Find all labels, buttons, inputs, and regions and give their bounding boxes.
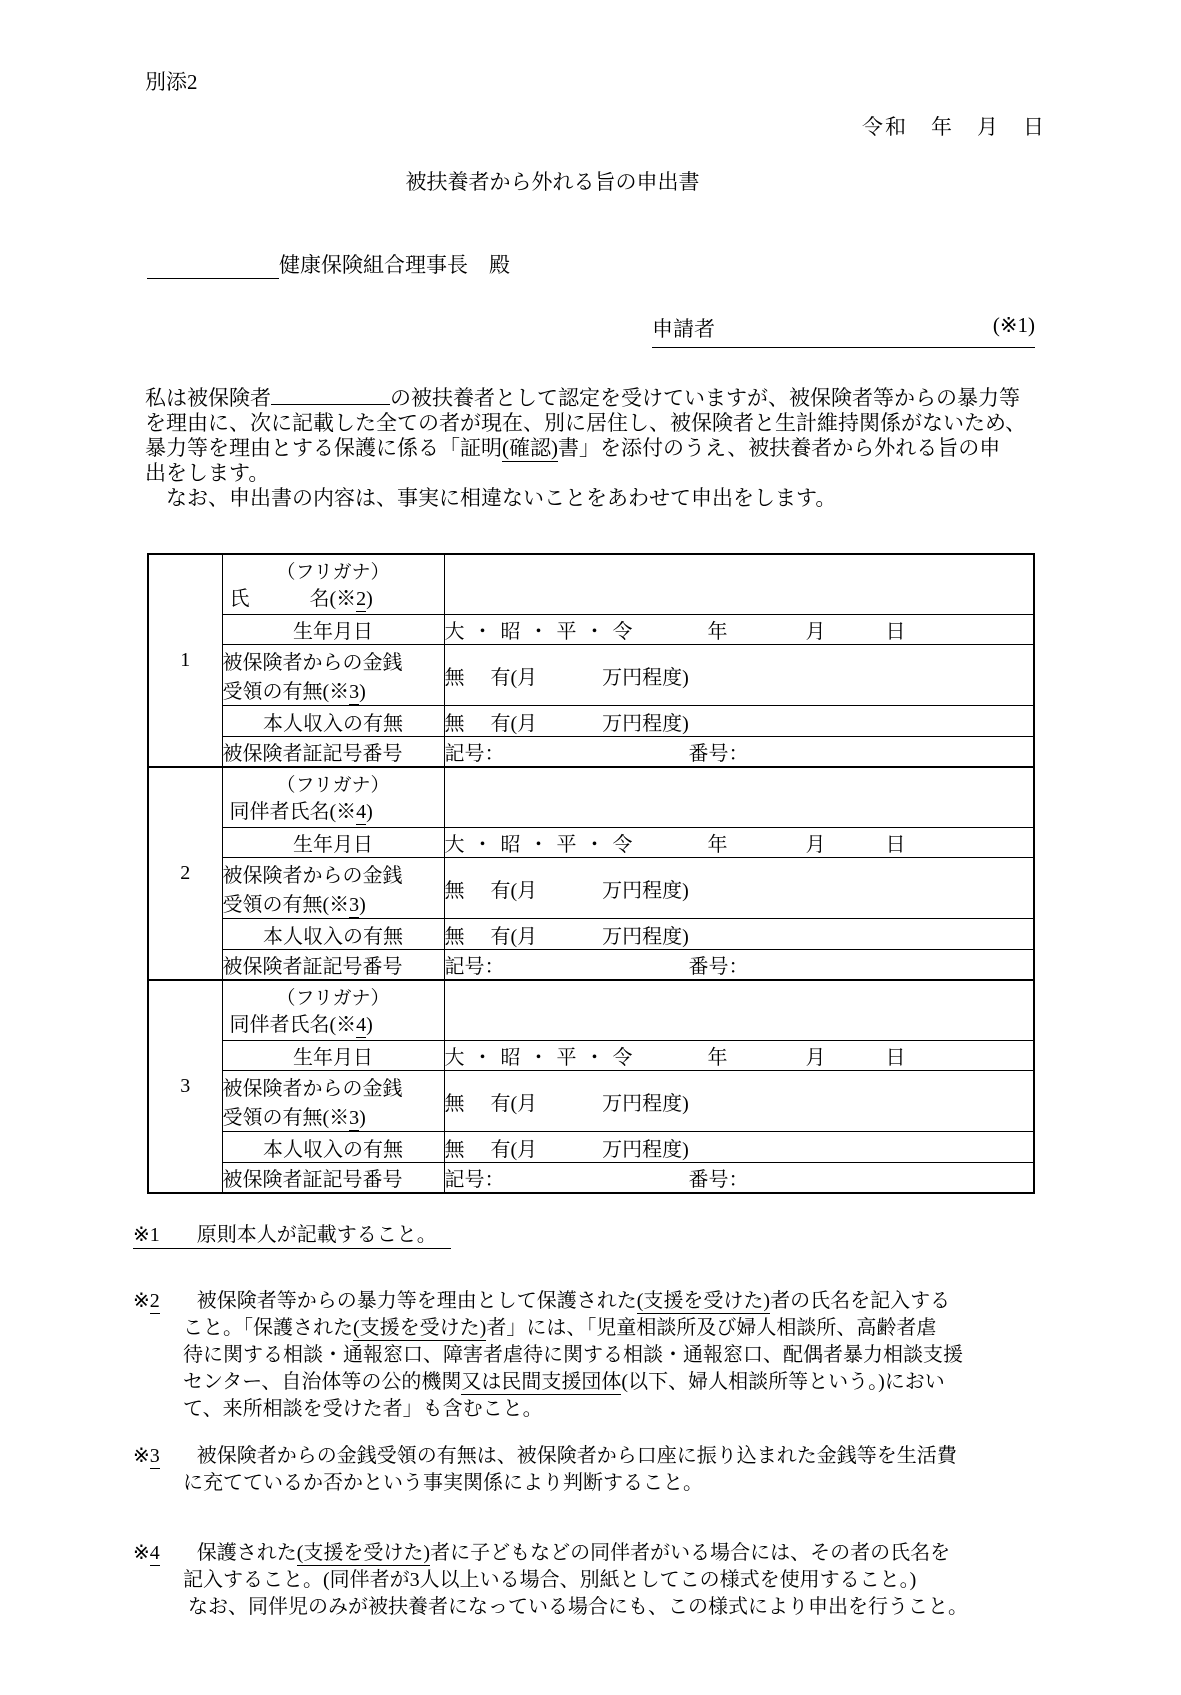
income-label: 本人収入の有無 — [222, 1132, 444, 1163]
money-receipt-label — [222, 1071, 444, 1132]
intro-underlined-text: (確認) — [502, 436, 558, 460]
intro-line: 出をします。 — [145, 461, 270, 485]
footnote-underlined-text: 又は民間支援団体 — [461, 1371, 622, 1393]
money-ref-number: 3 — [349, 894, 360, 916]
footnote-text: 原則本人が記載すること。 — [196, 1224, 437, 1246]
name-ref-number: 4 — [356, 801, 367, 823]
name-input-cell[interactable] — [444, 980, 1034, 1041]
income-label: 本人収入の有無 — [222, 706, 444, 737]
option-has-close: 万円程度) — [602, 712, 689, 735]
intro-line — [145, 436, 1026, 461]
person-number: 2 — [148, 767, 222, 980]
footnote-line: て、来所相談を受けた者」も含むこと。 — [183, 1398, 543, 1420]
footnote-text: 保護された — [196, 1542, 297, 1564]
money-label-line1: 被保険者からの金銭 — [222, 865, 403, 887]
name-label-cell — [222, 767, 444, 828]
applicant-line[interactable] — [652, 313, 1035, 348]
footnote-underlined-text: (支援を受けた) — [353, 1317, 487, 1339]
option-none[interactable]: 無 — [444, 1138, 465, 1161]
era-options[interactable]: 大・昭・平・令 — [444, 834, 641, 856]
footnote-line: 待に関する相談・通報窓口、障害者虐待に関する相談・通報窓口、配偶者暴力相談支援 — [183, 1344, 963, 1366]
union-name-blank-field[interactable] — [147, 256, 279, 279]
name-label-text: ) — [366, 588, 373, 610]
footnote-text: センター、自治体等の公的機関 — [183, 1371, 462, 1393]
money-label-line1: 被保険者からの金銭 — [222, 652, 403, 674]
footnotes — [133, 1222, 968, 1621]
attachment-label: 別添2 — [145, 70, 198, 94]
person-number: 3 — [148, 980, 222, 1193]
cert-number-input-cell[interactable] — [444, 737, 1034, 768]
month-label: 月 — [805, 1047, 826, 1069]
intro-text: 暴力等を理由とする保護に係る「証明 — [145, 436, 502, 460]
name-label-text: ) — [366, 1014, 373, 1036]
furigana-label: （フリガナ） — [276, 988, 390, 1009]
footnote-ref-number: 4 — [149, 1542, 160, 1564]
person-block-1 — [148, 554, 1034, 767]
month-label: 月 — [805, 834, 826, 856]
intro-paragraph — [145, 386, 1026, 511]
person-block-2 — [148, 767, 1034, 980]
option-has-close: 万円程度) — [602, 879, 689, 902]
option-none[interactable]: 無 — [444, 666, 465, 689]
birthdate-label: 生年月日 — [222, 615, 444, 645]
day-label: 日 — [885, 1047, 906, 1069]
money-label-text: ) — [359, 1107, 366, 1129]
dependents-table — [147, 553, 1035, 1194]
cert-number-input-cell[interactable] — [444, 1163, 1034, 1194]
footnote-3 — [133, 1443, 968, 1497]
companion-name-label — [223, 799, 444, 825]
date-line: 令和 年 月 日 — [862, 115, 1046, 139]
footnote-line: 記入すること。(同伴者が3人以上いる場合、別紙としてこの様式を使用すること。) — [183, 1569, 917, 1591]
footnote-line: に充てているか否かという事実関係により判断すること。 — [183, 1472, 703, 1494]
footnote-text: 者」には、「児童相談所及び婦人相談所、高齢者虐 — [486, 1317, 937, 1339]
symbol-label: 記号： — [444, 743, 505, 765]
number-label: 番号： — [688, 1169, 749, 1191]
footnote-4 — [133, 1540, 968, 1621]
name-label-cell — [222, 980, 444, 1041]
money-receipt-input-cell[interactable] — [444, 1071, 1034, 1132]
option-has-close: 万円程度) — [602, 1092, 689, 1115]
applicant-ref-note: (※1) — [992, 313, 1035, 337]
name-input-cell[interactable] — [444, 767, 1034, 828]
income-input-cell[interactable] — [444, 706, 1034, 737]
birthdate-input-cell[interactable] — [444, 1041, 1034, 1071]
birthdate-label: 生年月日 — [222, 1041, 444, 1071]
birthdate-input-cell[interactable] — [444, 615, 1034, 645]
money-receipt-input-cell[interactable] — [444, 645, 1034, 706]
cert-number-input-cell[interactable] — [444, 950, 1034, 981]
money-label-text: ) — [359, 681, 366, 703]
footnote-line — [133, 1443, 968, 1470]
money-label-line2 — [223, 675, 444, 704]
furigana-label: （フリガナ） — [276, 775, 390, 796]
name-label-text: 同伴者氏名(※ — [229, 1014, 357, 1036]
page-title: 被扶養者から外れる旨の申出書 — [405, 170, 700, 194]
option-has[interactable]: 有(月 — [490, 879, 538, 902]
cert-number-label: 被保険者証記号番号 — [222, 1163, 444, 1194]
income-input-cell[interactable] — [444, 919, 1034, 950]
option-has[interactable]: 有(月 — [490, 1092, 538, 1115]
money-label-line1: 被保険者からの金銭 — [222, 1078, 403, 1100]
cert-number-label: 被保険者証記号番号 — [222, 737, 444, 768]
number-label: 番号： — [688, 956, 749, 978]
cert-number-label: 被保険者証記号番号 — [222, 950, 444, 981]
money-receipt-label — [222, 645, 444, 706]
symbol-label: 記号： — [444, 956, 505, 978]
footnote-underlined-text: (支援を受けた) — [296, 1542, 431, 1564]
addressee-text: 健康保険組合理事長 殿 — [279, 253, 510, 277]
money-ref-number: 3 — [349, 1107, 360, 1129]
footnote-text: 被保険者等からの暴力等を理由として保護された — [196, 1290, 637, 1312]
footnote-ref: ※ — [133, 1290, 150, 1312]
option-has-close: 万円程度) — [602, 1138, 689, 1161]
money-label-text: ) — [359, 894, 366, 916]
name-label-text: 同伴者氏名(※ — [229, 801, 357, 823]
option-has[interactable]: 有(月 — [490, 925, 538, 948]
person-number: 1 — [148, 554, 222, 767]
birthdate-label: 生年月日 — [222, 828, 444, 858]
option-none[interactable]: 無 — [444, 879, 465, 902]
furigana-label: （フリガナ） — [276, 562, 390, 583]
footnote-ref-number: 2 — [149, 1290, 160, 1312]
footnote-text: (以下、婦人相談所等という。)におい — [621, 1371, 945, 1393]
month-label: 月 — [805, 621, 826, 643]
income-input-cell[interactable] — [444, 1132, 1034, 1163]
intro-text: の被扶養者として認定を受けていますが、被保険者等からの暴力等 — [390, 386, 1020, 410]
name-input-cell[interactable] — [444, 554, 1034, 615]
footnote-line: なお、同伴児のみが被扶養者になっている場合にも、この様式により申出を行うこと。 — [183, 1596, 968, 1618]
footnote-ref: ※ — [133, 1445, 150, 1467]
footnote-text: こと。「保護された — [183, 1317, 353, 1339]
companion-name-label — [223, 1012, 444, 1038]
name-label-text: 氏 名(※ — [229, 588, 357, 610]
option-none[interactable]: 無 — [444, 1092, 465, 1115]
option-has[interactable]: 有(月 — [490, 666, 538, 689]
footnote-2 — [133, 1288, 968, 1423]
supplementary-sentence: なお、申出書の内容は、事実に相違ないことをあわせて申出をします。 — [145, 486, 837, 510]
option-has-close: 万円程度) — [602, 666, 689, 689]
name-label — [223, 586, 444, 612]
money-receipt-label — [222, 858, 444, 919]
day-label: 日 — [885, 621, 906, 643]
footnote-text: 者に子どもなどの同伴者がいる場合には、その者の氏名を — [430, 1542, 951, 1564]
option-none[interactable]: 無 — [444, 712, 465, 735]
footnote-ref: ※ — [133, 1542, 150, 1564]
year-label: 年 — [707, 1047, 728, 1069]
person-block-3 — [148, 980, 1034, 1193]
intro-text: 書」を添付のうえ、被扶養者から外れる旨の申 — [558, 436, 1001, 460]
symbol-label: 記号： — [444, 1169, 505, 1191]
option-none[interactable]: 無 — [444, 925, 465, 948]
day-label: 日 — [885, 834, 906, 856]
insured-name-blank-field[interactable] — [271, 387, 390, 405]
option-has[interactable]: 有(月 — [490, 712, 538, 735]
footnote-ref-number: 3 — [149, 1445, 160, 1467]
name-label-cell — [222, 554, 444, 615]
footnote-underlined-text: (支援を受けた) — [636, 1290, 771, 1312]
footnote-line — [133, 1540, 968, 1567]
footnote-text: 被保険者からの金銭受領の有無は、被保険者から口座に振り込まれた金銭等を生活費 — [196, 1445, 957, 1467]
footnote-text: 者の氏名を記入する — [770, 1290, 951, 1312]
year-label: 年 — [707, 621, 728, 643]
name-ref-number: 4 — [356, 1014, 367, 1036]
money-receipt-input-cell[interactable] — [444, 858, 1034, 919]
name-label-text: ) — [366, 801, 373, 823]
money-label-text: 受領の有無(※ — [222, 1107, 350, 1129]
footnote-line — [133, 1369, 968, 1396]
option-has-close: 万円程度) — [602, 925, 689, 948]
money-label-text: 受領の有無(※ — [222, 894, 350, 916]
birthdate-input-cell[interactable] — [444, 828, 1034, 858]
title-wrap — [145, 166, 1046, 196]
addressee-line — [147, 249, 510, 279]
footnote-line — [133, 1315, 968, 1342]
money-ref-number: 3 — [349, 681, 360, 703]
footnote-ref: ※1 — [133, 1224, 160, 1246]
era-options[interactable]: 大・昭・平・令 — [444, 1047, 641, 1069]
number-label: 番号： — [688, 743, 749, 765]
money-label-line2 — [223, 1101, 444, 1130]
money-label-line2 — [223, 888, 444, 917]
income-label: 本人収入の有無 — [222, 919, 444, 950]
footnote-line — [133, 1288, 968, 1315]
intro-text: 私は被保険者 — [145, 386, 271, 410]
intro-line — [145, 386, 1026, 411]
money-label-text: 受領の有無(※ — [222, 681, 350, 703]
footnote-1 — [133, 1222, 968, 1249]
option-has[interactable]: 有(月 — [490, 1138, 538, 1161]
footnote-line — [133, 1222, 968, 1249]
year-label: 年 — [707, 834, 728, 856]
name-ref-number: 2 — [356, 588, 367, 610]
applicant-label: 申請者 — [652, 317, 715, 341]
era-options[interactable]: 大・昭・平・令 — [444, 621, 641, 643]
intro-line: を理由に、次に記載した全ての者が現在、別に居住し、被保険者と生計維持関係がないため、 — [145, 411, 1027, 435]
